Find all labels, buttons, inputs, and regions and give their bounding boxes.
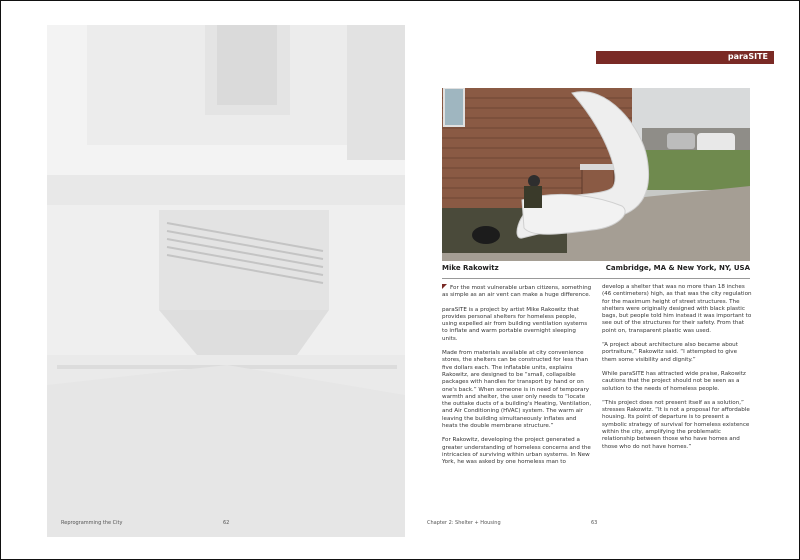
shelter-photo-image	[442, 88, 750, 261]
left-page-number: 62	[223, 520, 230, 526]
photo-caption	[442, 264, 750, 274]
left-page	[47, 25, 405, 537]
left-footer-title: Reprogramming the City	[61, 520, 123, 526]
paragraph	[442, 284, 592, 300]
paragraph: While paraSITE has attracted wide praise, Rakowitz cautions that the project should not be seen as a solution to the needs of homeless people.	[602, 370, 746, 392]
text-column-2	[602, 284, 752, 458]
paragraph: For Rakowitz, developing the project generated a greater understanding of homeless concerns and the intricacies of surviving within urban systems. In New York, he was asked by one homeless man to	[442, 437, 591, 466]
paragraph-text: For the most vulnerable urban citizens, something as simple as an air vent can make a huge difference.	[442, 285, 592, 299]
building-facade-image	[47, 25, 405, 537]
banner-title: paraSITE	[727, 52, 768, 61]
paragraph: Made from materials available at city convenience stores, the shelters can be constructed for less than five dollars each. The inflatable units, explains Rakowitz, are designed to be “small, collapsible packages with handles for transport by hand or on one's back.” When someone is in need of temporary warmth and shelter, the user only needs to “locate the outtake ducts of a building's Heating, Ventilation, and Air Conditioning (HVAC) system. The warm air leaving the building simultaneously inflates and heats the double membrane structure.”	[442, 350, 592, 430]
section-marker-icon	[442, 284, 447, 289]
text-column-1	[442, 284, 592, 474]
paragraph: develop a shelter that was no more than 18 inches (46 centimeters) high, as that was the city regulation for the maximum height of street structures. The shelters were originally designed with black plastic bags, but people told him instead it was important to see out of the structures for their safety. From that point on, transparent plastic was used.	[602, 284, 752, 334]
paragraph: “This project does not present itself as a solution,” stresses Rakowitz. “It is not a proposal for affordable housing. Its point of departure is to present a symbolic strategy of survival for homeless existence within the city, amplifying the problematic relationship between those who have homes and those who do not have homes.”	[602, 399, 750, 450]
paragraph: paraSITE is a project by artist Mike Rakowitz that provides personal shelters for homeless people, using expelled air from building ventilation systems to inflate and warm portable overnight sleeping units.	[442, 306, 588, 342]
project-title-banner	[596, 51, 774, 64]
shelter-photo	[442, 88, 750, 261]
artist-name: Mike Rakowitz	[442, 264, 499, 272]
right-page	[421, 25, 779, 537]
location: Cambridge, MA & New York, NY, USA	[605, 264, 750, 272]
paragraph: “A project about architecture also became about portraiture,” Rakowitz said. “I attempted to give them some visibility and dignity.”	[602, 342, 738, 363]
right-footer-title: Chapter 2: Shelter + Housing	[427, 520, 501, 526]
caption-divider	[442, 278, 750, 279]
right-page-number: 63	[591, 520, 598, 526]
